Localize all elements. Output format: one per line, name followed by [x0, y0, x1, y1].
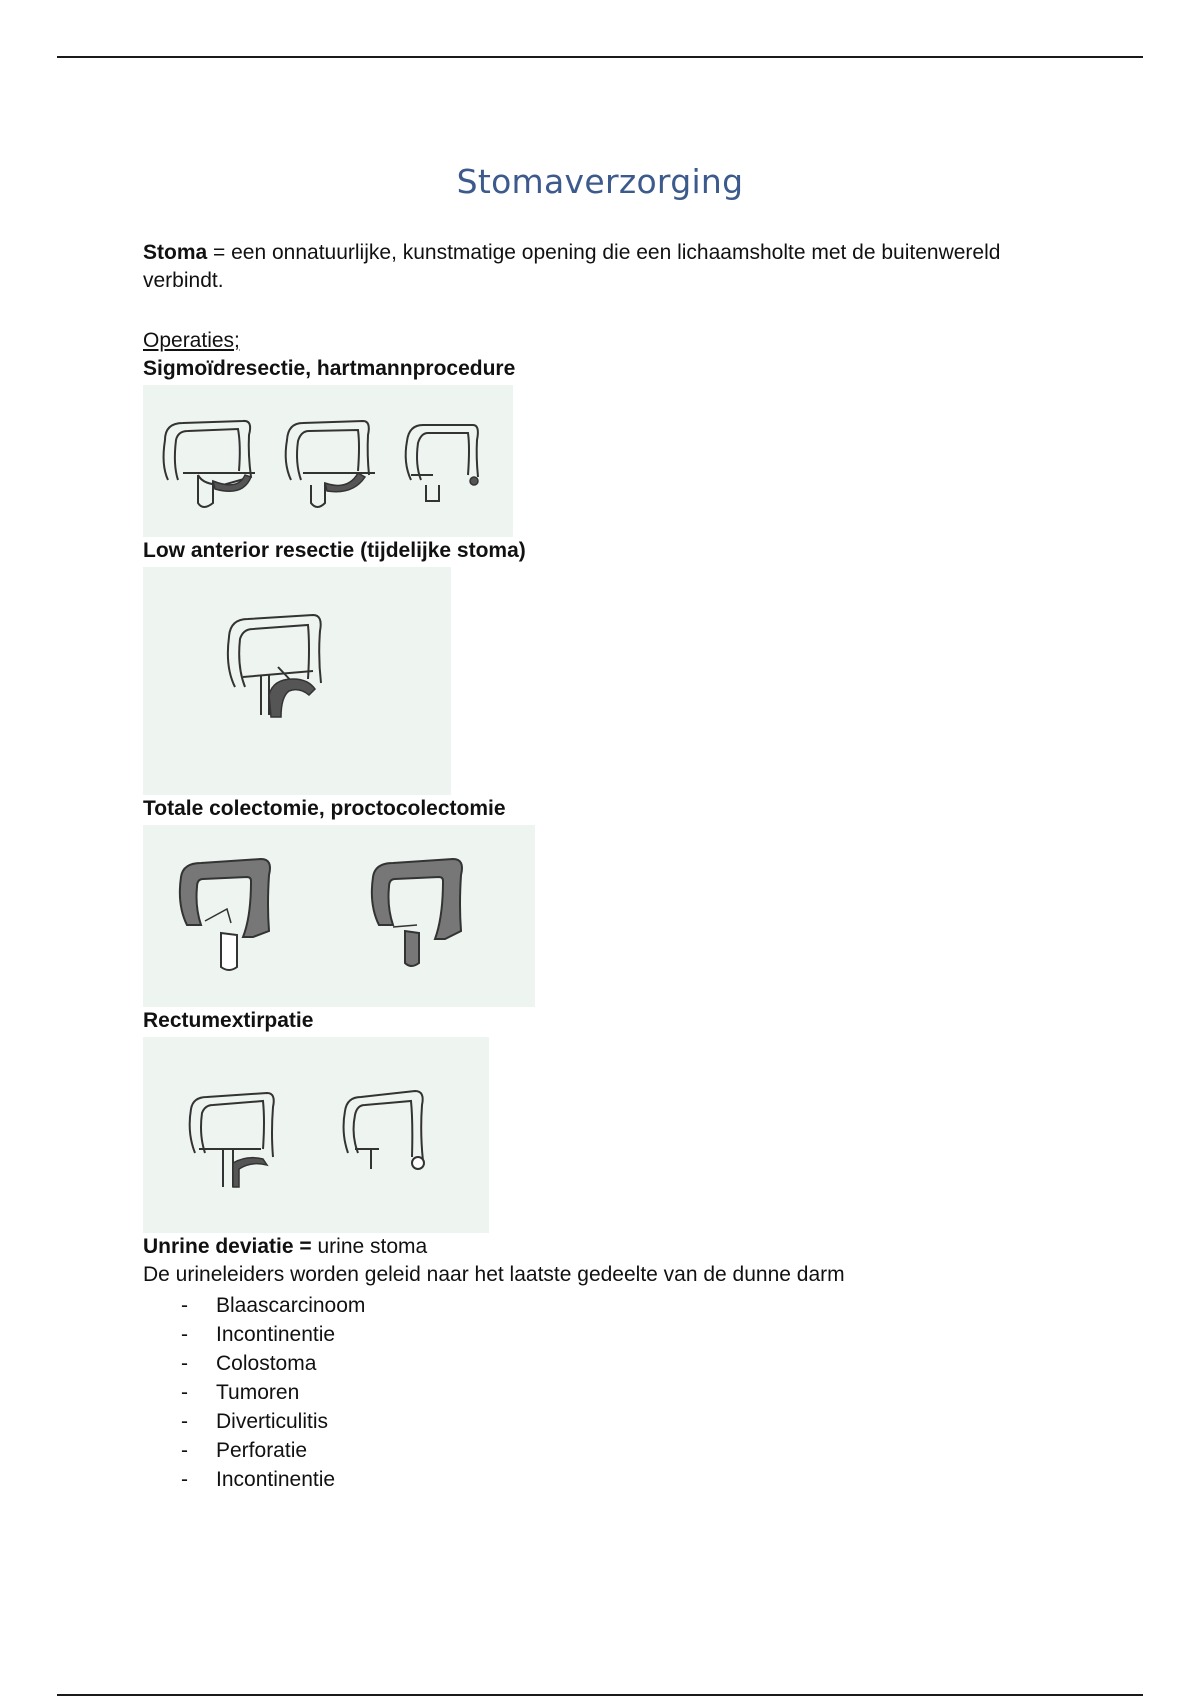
- list-item: - Tumoren: [143, 1378, 1073, 1407]
- operations-label: Operaties;: [143, 329, 240, 352]
- colon-diagram-rectum: [143, 1037, 489, 1233]
- colon-diagram-sigmoid: [143, 385, 513, 537]
- header-rule: [57, 56, 1143, 58]
- section-heading-colectomy: Totale colectomie, proctocolectomie: [143, 797, 506, 820]
- document-body: [143, 239, 1073, 1494]
- list-item: - Blaascarcinoom: [143, 1291, 1073, 1320]
- list-item: - Perforatie: [143, 1436, 1073, 1465]
- footer-rule: [57, 1694, 1143, 1696]
- urine-description: De urineleiders worden geleid naar het laatste gedeelte van de dunne darm: [143, 1263, 845, 1286]
- list-item: - Diverticulitis: [143, 1407, 1073, 1436]
- list-item: - Incontinentie: [143, 1320, 1073, 1349]
- list-item: - Incontinentie: [143, 1465, 1073, 1494]
- section-heading-rectum: Rectumextirpatie: [143, 1009, 314, 1032]
- urine-rest: urine stoma: [311, 1235, 428, 1258]
- urine-term: Unrine deviatie =: [143, 1235, 312, 1258]
- urine-deviation-heading: [143, 1233, 1073, 1261]
- section-heading-sigmoid: Sigmoïdresectie, hartmannprocedure: [143, 357, 516, 380]
- definition-term: Stoma: [143, 241, 208, 264]
- indications-list: [143, 1291, 1073, 1494]
- list-item: - Colostoma: [143, 1349, 1073, 1378]
- stoma-definition: [143, 239, 1073, 295]
- definition-text: = een onnatuurlijke, kunstmatige opening die een lichaamsholte met de buitenwereld verbindt.: [143, 241, 1001, 292]
- section-heading-low-anterior: Low anterior resectie (tijdelijke stoma): [143, 539, 526, 562]
- page-title: Stomaverzorging: [456, 162, 744, 201]
- colon-diagram-low-anterior: [143, 567, 451, 795]
- colon-diagram-colectomy: [143, 825, 535, 1007]
